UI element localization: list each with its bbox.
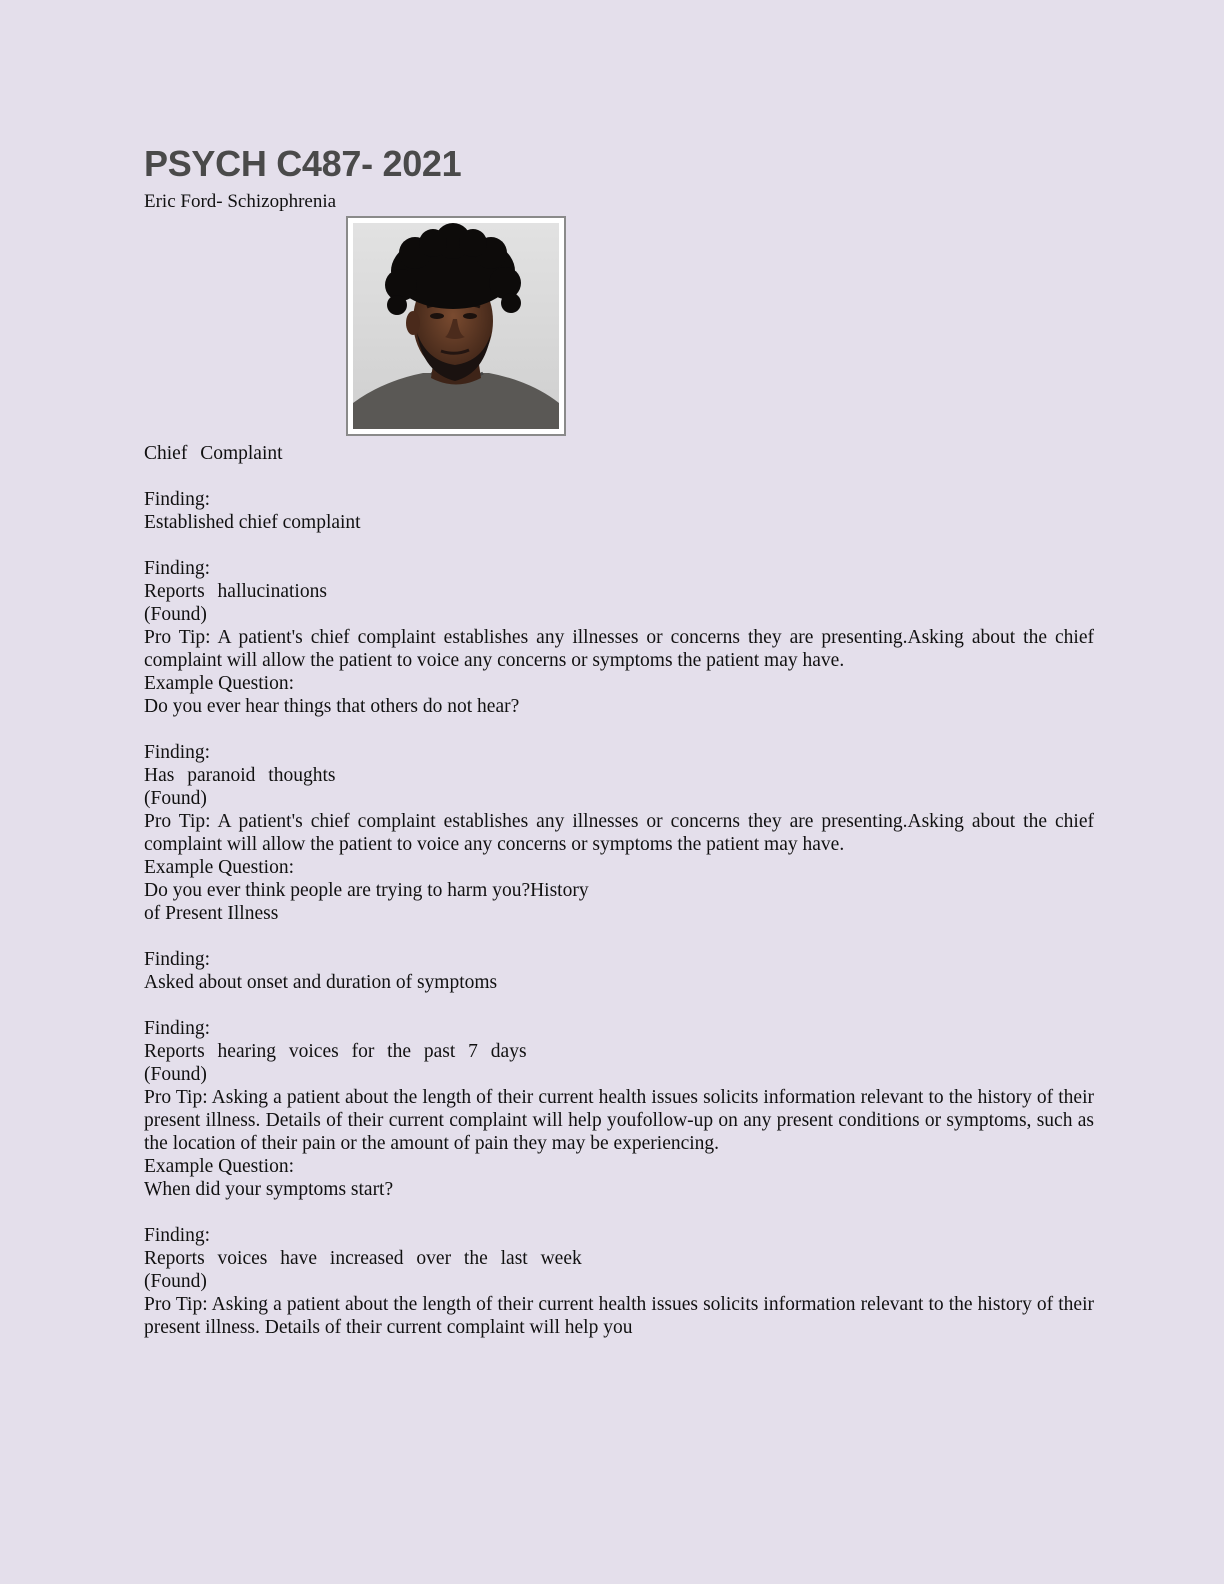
pro-tip: Pro Tip: Asking a patient about the length of their current health issues solicits information relevant to the history of their present illness. Details of their current complaint will help you [144,1294,1094,1338]
finding-text: Asked about onset and duration of symptoms [144,972,498,993]
example-question: Do you ever think people are trying to harm you?History [144,880,589,901]
finding-entry [144,948,1094,994]
case-subtitle: Eric Ford- Schizophrenia [144,191,337,212]
page-title: PSYCH C487- 2021 [144,143,462,184]
patient-portrait-image [353,223,559,429]
example-question-label: Example Question: [144,673,295,694]
finding-label: Finding: [144,1018,211,1039]
finding-text: Reports hearing voices for the past 7 days [144,1041,527,1062]
finding-status: (Found) [144,604,207,625]
example-question: When did your symptoms start? [144,1179,394,1200]
finding-label: Finding: [144,949,211,970]
pro-tip: Pro Tip: A patient's chief complaint establishes any illnesses or concerns they are presenting.Asking about the chief complaint will allow the patient to voice any concerns or symptoms the patient may have. [144,627,1094,671]
findings-content [144,442,1094,1362]
section-heading-continuation: of Present Illness [144,903,279,924]
finding-status: (Found) [144,788,207,809]
finding-status: (Found) [144,1064,207,1085]
finding-status: (Found) [144,1271,207,1292]
finding-label: Finding: [144,489,211,510]
finding-entry [144,1224,1094,1339]
finding-entry [144,488,1094,534]
finding-entry [144,1017,1094,1201]
finding-entry [144,557,1094,718]
finding-text: Established chief complaint [144,512,361,533]
example-question-label: Example Question: [144,857,295,878]
finding-label: Finding: [144,742,211,763]
finding-entry [144,741,1094,925]
finding-text: Has paranoid thoughts [144,765,336,786]
finding-label: Finding: [144,558,211,579]
patient-portrait [346,216,566,436]
pro-tip: Pro Tip: Asking a patient about the length of their current health issues solicits information relevant to the history of their present illness. Details of their current complaint will help youfollow-up on any present conditions or symptoms, such as the location of their pain or the amount of pain they may be experiencing. [144,1087,1094,1154]
section-heading-chief-complaint: Chief Complaint [144,443,283,464]
example-question-label: Example Question: [144,1156,295,1177]
finding-text: Reports voices have increased over the last week [144,1248,582,1269]
finding-label: Finding: [144,1225,211,1246]
pro-tip: Pro Tip: A patient's chief complaint establishes any illnesses or concerns they are presenting.Asking about the chief complaint will allow the patient to voice any concerns or symptoms the patient may have. [144,811,1094,855]
finding-text: Reports hallucinations [144,581,327,602]
example-question: Do you ever hear things that others do not hear? [144,696,520,717]
